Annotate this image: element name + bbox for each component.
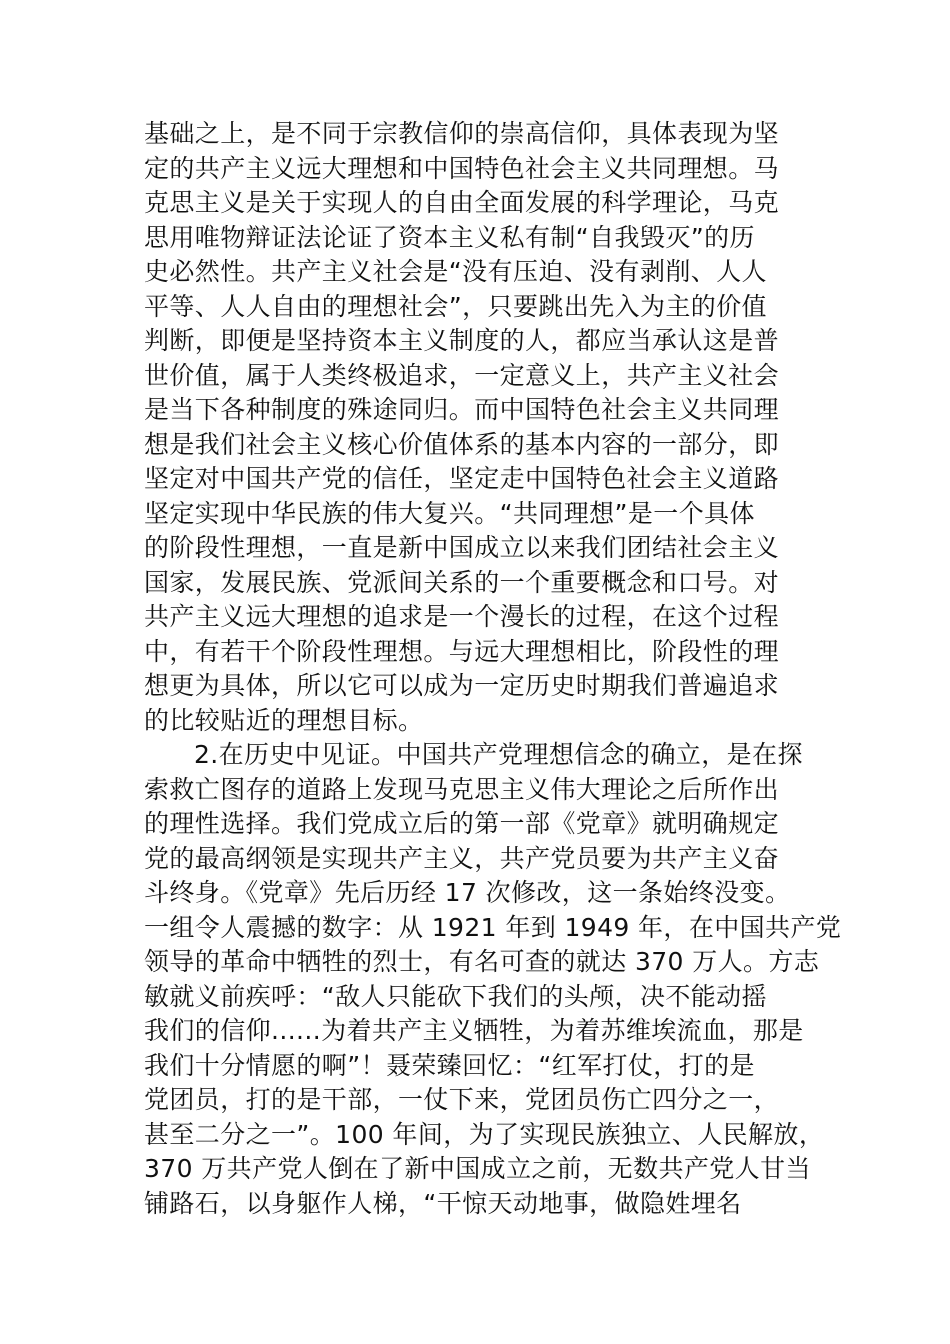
- text-line: 国家，发展民族、党派间关系的一个重要概念和口号。对: [144, 567, 780, 597]
- text-line: 敏就义前疾呼：“敌人只能砍下我们的头颅，决不能动摇: [144, 981, 767, 1011]
- text-line: 判断，即便是坚持资本主义制度的人，都应当承认这是普: [144, 326, 780, 355]
- text-line: 索救亡图存的道路上发现马克思主义伟大理论之后所作出: [144, 774, 780, 804]
- text-line: 铺路石，以身躯作人梯，“干惊天动地事，做隐姓埋名: [144, 1188, 742, 1218]
- text-line: 基础之上，是不同于宗教信仰的崇高信仰，具体表现为坚: [144, 119, 780, 148]
- text-line: 平等、人人自由的理想社会”，只要跳出先入为主的价值: [144, 291, 767, 321]
- text-line: 的阶段性理想，一直是新中国成立以来我们团结社会主义: [144, 533, 780, 562]
- body-text: [144, 117, 842, 1221]
- paragraph-start-line: 2.在历史中见证。中国共产党理想信念的确立，是在探: [194, 740, 803, 769]
- text-line: 的比较贴近的理想目标。: [144, 705, 424, 735]
- text-line: 坚定实现中华民族的伟大复兴。“共同理想”是一个具体: [144, 498, 755, 528]
- text-line: 一组令人震撼的数字：从 1921 年到 1949 年，在中国共产党: [144, 912, 842, 942]
- text-line: 党团员，打的是干部，一仗下来，党团员伤亡四分之一，: [144, 1085, 780, 1114]
- text-line: 定的共产主义远大理想和中国特色社会主义共同理想。马: [144, 153, 780, 183]
- text-line: 斗终身。《党章》先后历经 17 次修改，这一条始终没变。: [144, 878, 791, 907]
- text-line: 世价值，属于人类终极追求，一定意义上，共产主义社会: [144, 360, 780, 390]
- text-line: 想更为具体，所以它可以成为一定历史时期我们普遍追求: [144, 671, 780, 700]
- text-line: 史必然性。共产主义社会是“没有压迫、没有剥削、人人: [144, 257, 767, 286]
- text-line: 甚至二分之一”。100 年间，为了实现民族独立、人民解放，: [144, 1119, 825, 1149]
- text-line: 共产主义远大理想的追求是一个漫长的过程，在这个过程: [144, 602, 780, 631]
- text-line: 坚定对中国共产党的信任，坚定走中国特色社会主义道路: [144, 464, 780, 493]
- text-line: 的理性选择。我们党成立后的第一部《党章》就明确规定: [144, 809, 780, 838]
- text-line: 领导的革命中牺牲的烈士，有名可查的就达 370 万人。方志: [144, 947, 820, 976]
- text-line: 我们的信仰......为着共产主义牺牲，为着苏维埃流血，那是: [144, 1016, 804, 1045]
- text-line: 中，有若干个阶段性理想。与远大理想相比，阶段性的理: [144, 636, 780, 666]
- text-line: 想是我们社会主义核心价值体系的基本内容的一部分，即: [144, 429, 780, 459]
- text-line: 我们十分情愿的啊”！聂荣臻回忆：“红军打仗，打的是: [144, 1050, 755, 1080]
- text-line: 思用唯物辩证法论证了资本主义私有制“自我毁灭”的历: [144, 222, 755, 252]
- text-line: 党的最高纲领是实现共产主义，共产党员要为共产主义奋: [144, 843, 780, 873]
- text-line: 370 万共产党人倒在了新中国成立之前，无数共产党人甘当: [144, 1154, 811, 1183]
- text-line: 克思主义是关于实现人的自由全面发展的科学理论，马克: [144, 188, 780, 217]
- text-line: 是当下各种制度的殊途同归。而中国特色社会主义共同理: [144, 395, 780, 424]
